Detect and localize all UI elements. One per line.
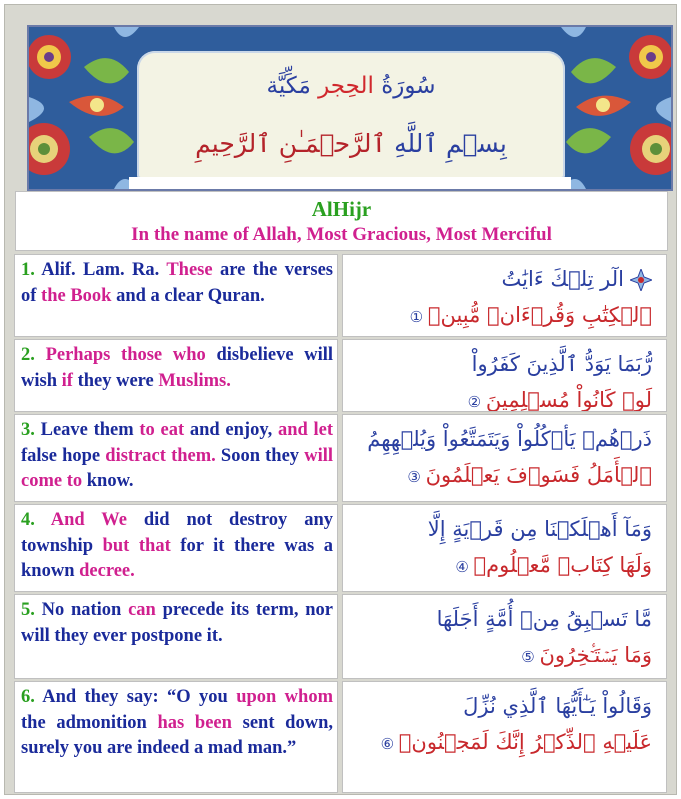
verse-arabic	[342, 254, 667, 337]
verse-arabic	[342, 414, 667, 502]
header-bottom-strip	[129, 177, 571, 189]
verse-row	[14, 594, 667, 679]
verse-translation	[14, 339, 338, 412]
verse-arabic	[342, 681, 667, 793]
arabic-line-2-text: لَوۡ كَانُواْ مُسۡلِمِينَ	[485, 388, 652, 412]
surah-title-arabic	[137, 73, 565, 99]
arabic-line-2-text: وَمَا يَسۡتَـٔۡخِرُونَ	[539, 643, 652, 667]
translation-segment: Leave them	[34, 420, 140, 440]
translation-segment: can	[128, 600, 156, 620]
translation-segment: decree.	[79, 561, 135, 581]
arabic-line-1: رُّبَمَا يَوَدُّ ٱلَّذِينَ كَفَرُواْ	[471, 352, 652, 376]
surah-title-prefix: سُورَةُ	[381, 73, 436, 99]
arabic-line-2-text: ٱلۡأَمَلُ فَسَوۡفَ يَعۡلَمُونَ	[425, 463, 652, 487]
floral-ornament-left	[29, 27, 149, 189]
ayah-end-marker: ③	[407, 468, 426, 486]
translation-segment: any township	[21, 510, 333, 556]
translation-segment: for it there was a known	[21, 535, 333, 581]
floral-ornament-right	[551, 27, 671, 189]
translation-segment: are the verses of	[21, 260, 333, 306]
translation-segment: Muslims.	[158, 370, 231, 391]
translation-segment: Perhaps	[34, 345, 122, 365]
ayah-end-marker: ⑤	[521, 648, 540, 666]
arabic-line-1: وَقَالُواْ يَـٰٓأَيُّهَا ٱلَّذِي نُزِّلَ	[463, 694, 652, 718]
verse-row	[14, 339, 667, 412]
verse-row	[14, 681, 667, 793]
translation-segment: to eat	[139, 420, 185, 440]
translation-segment: And We	[34, 510, 144, 530]
arabic-line-2	[353, 637, 652, 675]
surah-header-banner	[27, 25, 673, 191]
verse-number: 5.	[21, 600, 35, 620]
translation-segment: distract them.	[105, 445, 216, 466]
translation-segment: the admonition	[21, 712, 158, 733]
verse-row	[14, 504, 667, 592]
arabic-line-2	[353, 547, 652, 585]
translation-segment: false hope	[21, 445, 106, 466]
verse-translation	[14, 681, 338, 793]
translation-segment: and let	[277, 420, 334, 440]
translation-segment: Soon they	[215, 445, 305, 466]
verse-number: 2.	[21, 345, 35, 365]
verse-number: 6.	[21, 687, 35, 707]
arabic-line-2	[353, 382, 652, 412]
translation-segment: and a clear Quran.	[111, 285, 265, 306]
verse-translation	[14, 504, 338, 592]
arabic-line-2	[353, 457, 652, 495]
surah-title-panel	[137, 51, 565, 179]
verse-arabic	[342, 504, 667, 592]
translation-segment: but that	[102, 535, 171, 556]
arabic-line-2	[353, 724, 652, 762]
surah-title-name: الحِجر	[318, 73, 374, 99]
ayah-end-marker: ①	[409, 308, 428, 326]
translation-segment: will come to	[21, 445, 333, 491]
translation-segment: These	[166, 260, 213, 280]
arabic-line-1: ذَرۡهُمۡ يَأۡكُلُواْ وَيَتَمَتَّعُواْ وَيُلۡهِهِمُ	[367, 427, 652, 451]
basmala-part2: ٱلرَّحۡمَـٰنِ ٱلرَّحِيمِ	[195, 129, 387, 158]
arabic-line-1: الٓر تِلۡكَ ءَايَٰتُ	[501, 267, 624, 291]
basmala-calligraphy	[137, 129, 565, 158]
verse-number: 4.	[21, 510, 35, 530]
translation-segment: sent down, surely you are indeed a mad man.”	[21, 712, 333, 758]
arabic-line-2-text: وَلَهَا كِتَابٞ مَّعۡلُومٞ	[473, 553, 652, 577]
arabic-line-1: مَّا تَسۡبِقُ مِنۡ أُمَّةٍ أَجَلَهَا	[436, 607, 652, 631]
ayah-end-marker: ④	[455, 558, 474, 576]
verse-row	[14, 254, 667, 337]
translation-segment: has been	[157, 712, 232, 733]
surah-title-suffix: مَكِّيَّة	[266, 73, 311, 99]
translation-segment: No nation	[34, 600, 129, 620]
basmala-translation: In the name of Allah, Most Gracious, Most Merciful	[131, 224, 552, 245]
verse-arabic	[342, 339, 667, 412]
translation-segment: and enjoy,	[184, 420, 278, 440]
surah-title-box	[15, 191, 668, 251]
translation-segment: upon whom	[236, 687, 333, 707]
arabic-line-2-text: عَلَيۡهِ ٱلذِّكۡرُ إِنَّكَ لَمَجۡنُونٞ	[398, 730, 652, 754]
verse-number: 3.	[21, 420, 35, 440]
translation-segment: they were	[72, 370, 159, 391]
basmala-part1: بِسۡمِ ٱللَّهِ	[394, 129, 507, 158]
arabic-line-2-text: ٱلۡكِتَٰبِ وَقُرۡءَانٖ مُّبِينٖ	[427, 303, 652, 327]
surah-start-star-icon	[630, 269, 652, 291]
ayah-end-marker: ②	[467, 393, 486, 411]
verse-number: 1.	[21, 260, 35, 280]
translation-segment: disbelieve will wish	[21, 345, 334, 391]
verse-row	[14, 414, 667, 502]
translation-segment: those who	[121, 345, 206, 365]
arabic-line-1: وَمَآ أَهۡلَكۡنَا مِن قَرۡيَةٍ إِلَّا	[427, 517, 652, 541]
translation-segment: did not destroy	[143, 510, 288, 530]
verse-arabic	[342, 594, 667, 679]
verse-translation	[14, 254, 338, 337]
verse-translation	[14, 594, 338, 679]
surah-title-english: AlHijr	[311, 197, 372, 221]
translation-segment: if	[61, 370, 73, 391]
translation-segment: And they say: “O you	[34, 687, 237, 707]
ayah-end-marker: ⑥	[380, 735, 399, 753]
translation-segment: know.	[82, 471, 134, 491]
verse-translation	[14, 414, 338, 502]
translation-segment: the Book	[41, 285, 112, 306]
translation-segment: Alif. Lam. Ra.	[34, 260, 167, 280]
translation-segment: precede its term, nor will they ever postpone it.	[21, 600, 333, 646]
arabic-line-2	[353, 297, 652, 335]
